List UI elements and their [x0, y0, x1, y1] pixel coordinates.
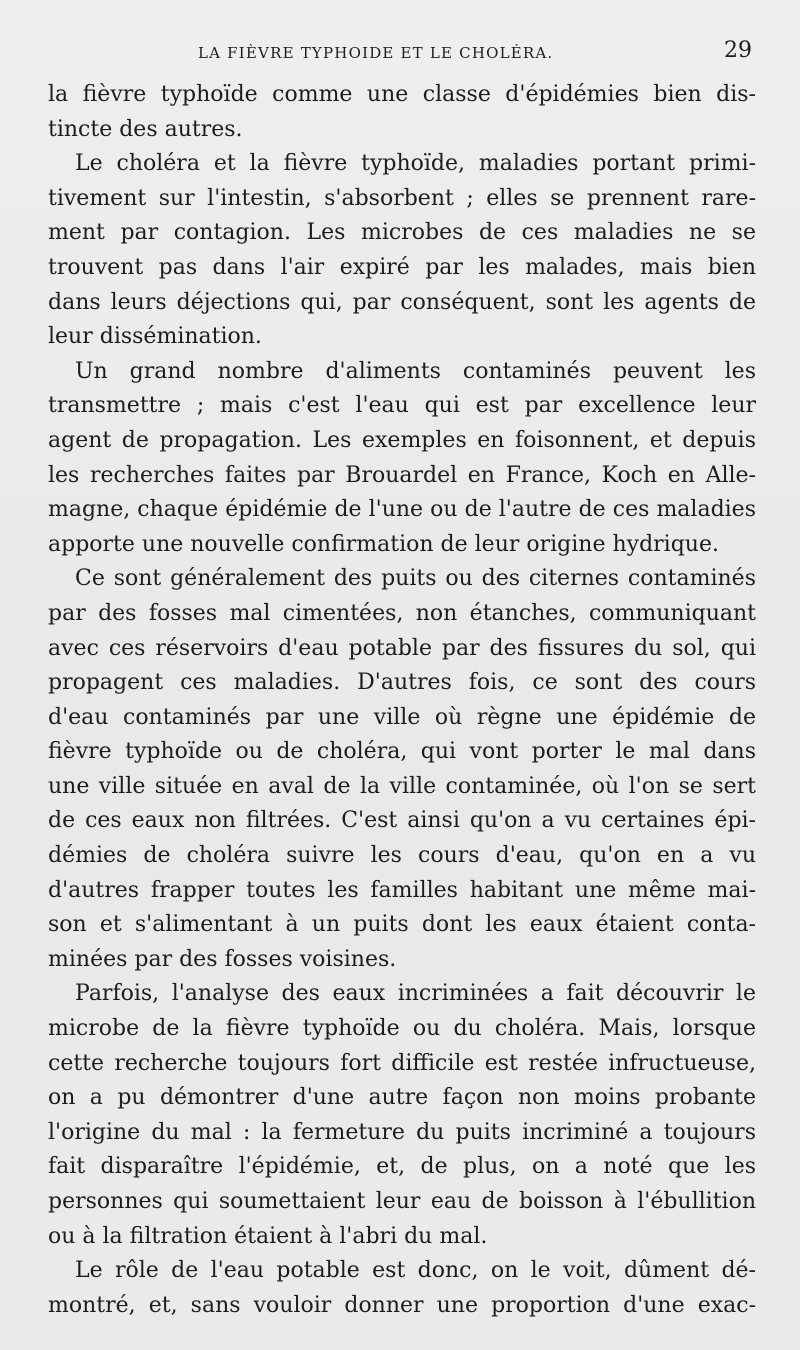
text-line: démies de choléra suivre les cours d'eau, qu'on en a vu [48, 843, 756, 869]
text-line: d'autres frapper toutes les familles habitant une même mai- [48, 877, 756, 903]
text-line: la fièvre typhoïde comme une classe d'épidémies bien dis- [48, 82, 756, 107]
paragraph [48, 78, 756, 147]
paragraph [48, 977, 756, 1254]
paragraph [48, 355, 756, 563]
text-line: Un grand nombre d'aliments contaminés peuvent les [75, 358, 756, 384]
text-line: minées par des fosses voisines. [48, 946, 397, 972]
text-line: ment par contagion. Les microbes de ces maladies ne se [48, 220, 756, 246]
text-line: personnes qui soumettaient leur eau de boisson à l'ébullition [48, 1189, 756, 1214]
text-line: Le choléra et la fièvre typhoïde, maladies portant primi- [75, 151, 756, 177]
text-line: de ces eaux non filtrées. C'est ainsi qu'on a vu certaines épi- [48, 808, 756, 834]
paragraph [48, 147, 756, 355]
text-line: une ville située en aval de la ville contaminée, où l'on se sert [48, 773, 756, 799]
text-line: Le rôle de l'eau potable est donc, on le voit, dûment dé- [75, 1258, 756, 1284]
text-line: tivement sur l'intestin, s'absorbent ; elles se prennent rare- [48, 185, 756, 211]
paragraph [48, 562, 756, 977]
text-line: dans leurs déjections qui, par conséquent, sont les agents de [48, 289, 756, 315]
text-line: microbe de la fièvre typhoïde ou du choléra. Mais, lorsque [48, 1016, 756, 1042]
text-line: par des fosses mal cimentées, non étanches, communiquant [48, 600, 756, 626]
text-line: fait disparaître l'épidémie, et, de plus, on a noté que les [48, 1154, 756, 1180]
page-number: 29 [724, 38, 752, 63]
text-line: cette recherche toujours fort difficile est restée infructueuse, [48, 1050, 756, 1076]
text-line: son et s'alimentant à un puits dont les eaux étaient conta- [48, 912, 756, 938]
page-header [0, 36, 800, 68]
text-line: ou à la filtration étaient à l'abri du mal. [48, 1223, 488, 1249]
text-line: leur dissémination. [48, 324, 262, 350]
text-line: propagent ces maladies. D'autres fois, ce sont des cours [48, 670, 756, 696]
running-title: LA FIÈVRE TYPHOIDE ET LE CHOLÉRA. [198, 44, 554, 62]
text-line: trouvent pas dans l'air expiré par les malades, mais bien [48, 254, 756, 280]
paragraph [48, 1254, 756, 1323]
text-line: magne, chaque épidémie de l'une ou de l'autre de ces maladies [48, 497, 756, 523]
text-line: on a pu démontrer d'une autre façon non moins probante [48, 1085, 756, 1111]
text-line: montré, et, sans vouloir donner une proportion d'une exac- [48, 1292, 756, 1318]
text-line: Ce sont généralement des puits ou des citernes contaminés [75, 566, 756, 592]
text-line: avec ces réservoirs d'eau potable par des fissures du sol, qui [48, 635, 756, 661]
text-line: agent de propagation. Les exemples en foisonnent, et depuis [48, 427, 756, 453]
text-line: fièvre typhoïde ou de choléra, qui vont porter le mal dans [48, 739, 756, 765]
text-line: l'origine du mal : la fermeture du puits incriminé a toujours [48, 1119, 756, 1145]
text-line: tincte des autres. [48, 116, 243, 142]
text-line: les recherches faites par Brouardel en France, Koch en Alle- [48, 462, 756, 488]
text-line: d'eau contaminés par une ville où règne une épidémie de [48, 704, 756, 730]
text-line: transmettre ; mais c'est l'eau qui est par excellence leur [48, 393, 756, 419]
body-text [48, 78, 756, 1323]
text-line: Parfois, l'analyse des eaux incriminées a fait découvrir le [75, 981, 756, 1007]
text-line: apporte une nouvelle confirmation de leur origine hydrique. [48, 531, 719, 557]
